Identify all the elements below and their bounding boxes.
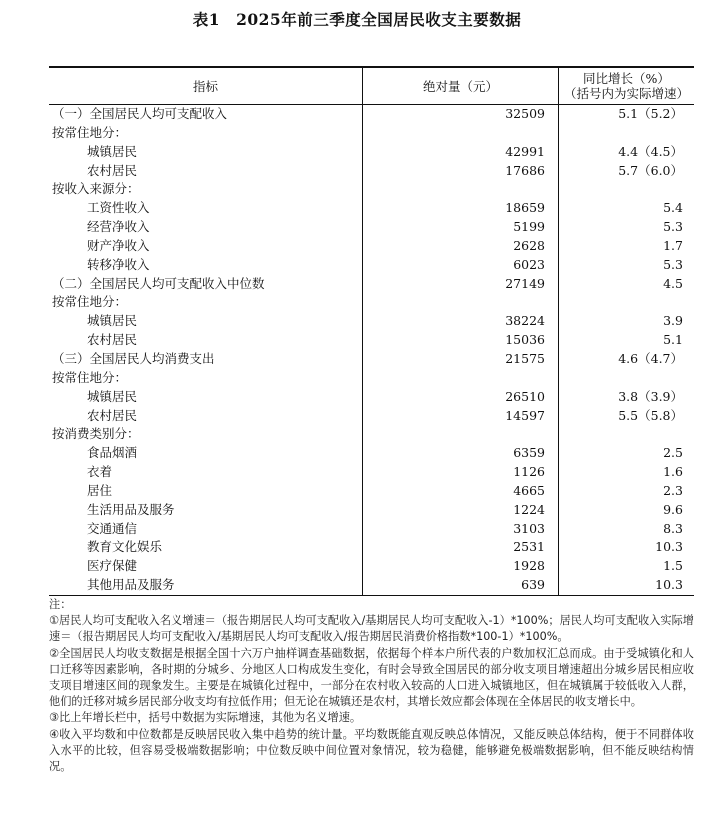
row-growth (559, 425, 694, 444)
row-label: 按消费类别分： (52, 426, 140, 442)
row-growth: 2.5 (663, 445, 683, 461)
row-growth: 5.3 (663, 256, 683, 272)
row-growth: 8.3 (663, 520, 683, 536)
row-value: 18659 (505, 200, 545, 216)
note-3: ③比上年增长栏中，括号中数据为实际增速，其他为名义增速。 (49, 711, 362, 725)
row-growth: 5.1（5.2） (618, 106, 683, 121)
row-growth: 5.3 (663, 219, 683, 235)
row-label: 食品烟酒 (87, 445, 138, 461)
header-growth-line2: （括号内为实际增速） (563, 86, 689, 101)
table-body (49, 105, 694, 595)
row-growth: 5.5（5.8） (618, 407, 683, 423)
row-label: （三）全国居民人均消费支出 (52, 350, 215, 366)
row-label: （二）全国居民人均可支配收入中位数 (52, 275, 265, 291)
row-label: 生活用品及服务 (87, 501, 175, 517)
row-label: 农村居民 (87, 162, 138, 178)
header-absolute: 绝对量（元） (363, 68, 559, 104)
row-growth: 4.6（4.7） (618, 350, 683, 366)
row-value: 32509 (505, 106, 545, 121)
row-label: 工资性收入 (87, 200, 150, 216)
note-4: ④收入平均数和中位数都是反映居民收入集中趋势的统计量。平均数既能直观反映总体情况，又能反映总体结构，便于不同群体收入水平的比较，但容易受极端数据影响；中位数反映中间位置对象情况，较为稳健，能够避免极端数据影响，但不能反映结构情况。 (49, 727, 694, 774)
row-growth: 9.6 (663, 501, 683, 517)
growth-column (559, 105, 694, 595)
row-value: 4665 (513, 482, 545, 498)
row-value (363, 293, 558, 312)
row-value (363, 124, 558, 143)
row-value: 1224 (513, 501, 545, 517)
row-label: 城镇居民 (87, 313, 138, 329)
row-value: 5199 (513, 219, 545, 235)
data-table (49, 66, 694, 596)
row-label: 经营净收入 (87, 219, 150, 235)
row-value: 6359 (513, 445, 545, 461)
row-growth: 10.3 (655, 577, 683, 593)
row-growth: 2.3 (663, 482, 683, 498)
row-label: 交通通信 (87, 520, 138, 536)
row-growth: 5.4 (663, 200, 683, 216)
row-value: 1126 (513, 464, 545, 480)
row-value: 2531 (513, 539, 545, 555)
row-label: 教育文化娱乐 (87, 539, 163, 555)
note-2: ②全国居民人均收支数据是根据全国十六万户抽样调查基础数据，依据每个样本户所代表的户数加权汇总而成。由于受城镇化和人口迁移等因素影响，各时期的分城乡、分地区人口构成发生变化，有时会导致全国居民的部分收支项目增速超出分城乡居民相应收支项目增速区间的现象发生。主要是在城镇化过程中，一部分在农村收入较高的人口进入城镇地区，但在城镇属于较低收入人群，他们的迁移对城乡居民部分收支均有拉低作用；但无论在城镇还是农村，其增长效应都会体现在全体居民的收支增长中。 (49, 646, 694, 709)
row-value: 639 (521, 577, 545, 593)
row-label: 衣着 (87, 464, 113, 480)
row-value: 1928 (513, 558, 545, 574)
row-growth: 1.6 (663, 464, 683, 480)
row-value (363, 369, 558, 388)
row-label: 农村居民 (87, 332, 138, 348)
row-growth: 3.9 (663, 313, 683, 329)
row-growth: 5.1 (663, 332, 683, 348)
row-value: 27149 (505, 275, 545, 291)
row-value (363, 180, 558, 199)
row-label: 城镇居民 (87, 143, 138, 159)
row-label: 转移净收入 (87, 256, 150, 272)
row-value: 21575 (505, 350, 545, 366)
row-value: 6023 (513, 256, 545, 272)
row-label: （一）全国居民人均可支配收入 (52, 106, 228, 121)
row-value: 38224 (505, 313, 545, 329)
row-value: 14597 (505, 407, 545, 423)
value-column (363, 105, 559, 595)
row-label: 其他用品及服务 (87, 577, 175, 593)
header-growth-line1: 同比增长（%） (583, 71, 670, 86)
row-label: 按收入来源分： (52, 181, 140, 197)
row-label: 财产净收入 (87, 237, 150, 253)
row-growth: 1.7 (663, 237, 683, 253)
note-1: ①居民人均可支配收入名义增速＝（报告期居民人均可支配收入/基期居民人均可支配收入-1）*100%；居民人均可支配收入实际增速＝（报告期居民人均可支配收入/基期居民人均可支配收入/报告期居民消费价格指数*100-1）*100%。 (49, 614, 694, 644)
row-growth (559, 124, 694, 143)
row-growth: 1.5 (663, 558, 683, 574)
row-value: 26510 (505, 388, 545, 404)
notes-section (49, 597, 694, 775)
row-growth: 10.3 (655, 539, 683, 555)
row-value: 17686 (505, 162, 545, 178)
row-growth: 3.8（3.9） (618, 388, 683, 404)
row-growth (559, 369, 694, 388)
row-label: 农村居民 (87, 407, 138, 423)
label-column (49, 105, 363, 595)
row-value: 42991 (505, 143, 545, 159)
row-growth: 4.5 (663, 275, 683, 291)
header-indicator: 指标 (49, 68, 363, 104)
row-growth: 5.7（6.0） (618, 162, 683, 178)
row-growth: 4.4（4.5） (618, 143, 683, 159)
row-label: 按常住地分： (52, 369, 128, 385)
row-growth (559, 293, 694, 312)
row-label: 按常住地分： (52, 124, 128, 140)
row-value (363, 425, 558, 444)
row-label: 城镇居民 (87, 388, 138, 404)
notes-heading: 注： (49, 598, 72, 611)
row-growth (559, 180, 694, 199)
header-growth (559, 68, 694, 104)
table-header (49, 68, 694, 105)
row-value: 3103 (513, 520, 545, 536)
table-title: 表1 2025年前三季度全国居民收支主要数据 (192, 10, 522, 29)
row-label: 医疗保健 (87, 558, 138, 574)
row-label: 按常住地分： (52, 294, 128, 310)
row-value: 15036 (505, 332, 545, 348)
row-value: 2628 (513, 237, 545, 253)
row-label: 居住 (87, 482, 113, 498)
